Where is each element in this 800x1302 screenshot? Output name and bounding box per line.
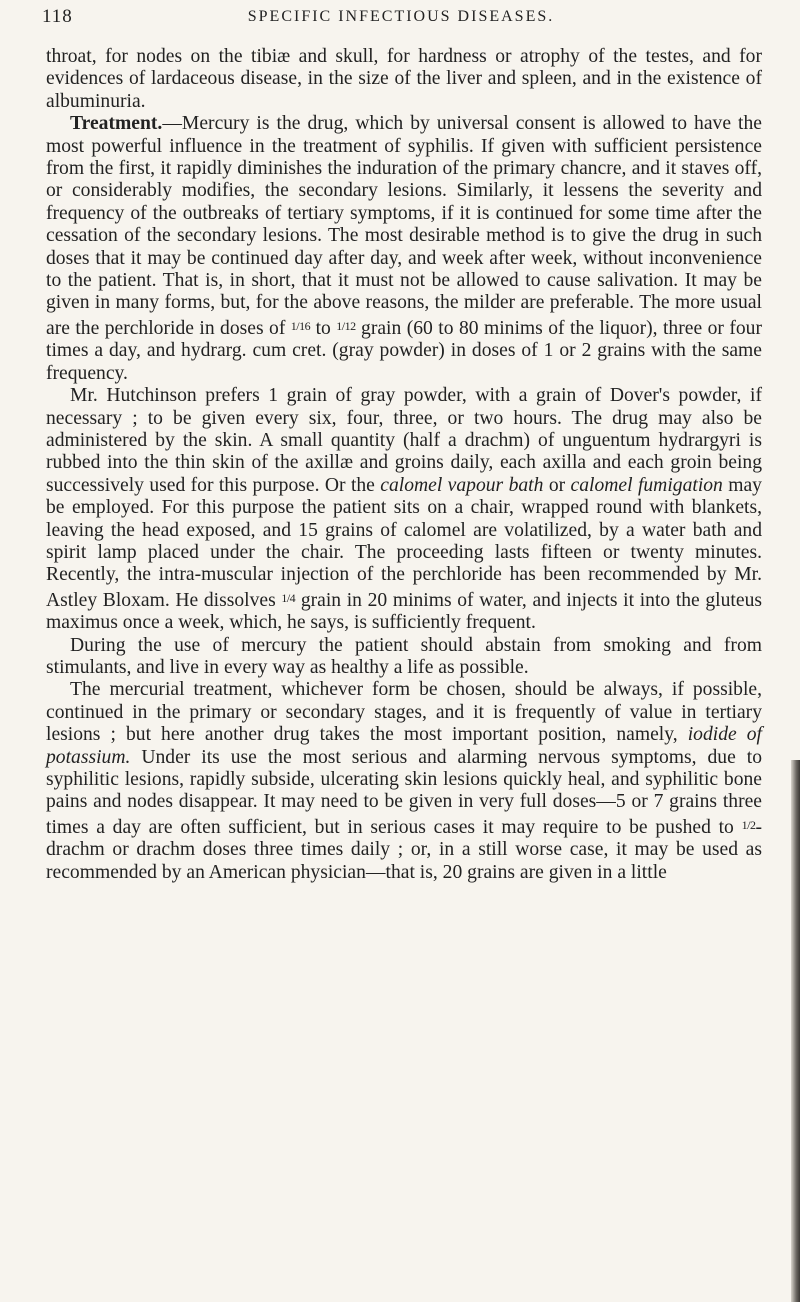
treatment-text-c: grain (60 to 80 minims of the liquor), three or four times a day, and hydrarg. cum cret. (gray powder) in doses of 1 or 2 grains with the same frequency. — [46, 317, 762, 384]
treatment-text-a: —Mercury is the drug, which by universal consent is allowed to have the most powerful influence in the treatment of syphilis. If given with sufficient persistence from the first, it rapidly diminishes the induration of the primary chancre, and it staves off, or considerably modifies, the secondary lesions. Similarly, it lessens the severity and frequency of the outbreaks of tertiary symptoms, if it is continued for some time after the cessation of the secondary lesions. The most desirable method is to give the drug in such doses that it may be continued day after day, and week after week, without inconvenience to the patient. That is, in short, that it must not be allowed to cause salivation. It may be given in many forms, but, for the above reasons, the milder are preferable. The more usual are the perchloride in doses of — [46, 113, 762, 339]
page-edge-shadow — [791, 760, 800, 1302]
fraction-quarter: 1/4 — [281, 590, 296, 605]
treatment-text-b: to — [315, 317, 331, 339]
hutchinson-text-d: grain in 20 minims of water, and injects it into the gluteus maximus once a week, which, he says, is sufficiently frequent. — [46, 589, 762, 634]
calomel-fumigation: calomel fumigation — [570, 474, 723, 496]
fraction-sixteenth: 1/16 — [290, 318, 311, 333]
paragraph-1 — [46, 46, 762, 113]
page-header — [42, 6, 760, 36]
calomel-vapour-bath: calomel vapour bath — [380, 474, 544, 496]
iodide-of-potassium: iodide of potassium. — [46, 724, 762, 768]
paragraph-abstain — [46, 635, 762, 680]
mercurial-text-c: -drachm or drachm doses three times daily ; or, in a still worse case, it may be used as recommended by an American physician—that is, 20 grains are given in a little — [46, 816, 762, 883]
running-head: SPECIFIC INFECTIOUS DISEASES. — [247, 8, 555, 25]
paragraph-treatment — [46, 113, 762, 385]
fraction-twelfth: 1/12 — [336, 318, 356, 333]
hutchinson-text-c: may be employed. For this purpose the patient sits on a chair, wrapped round with blankets, leaving the head exposed, and 15 grains of calomel are volatilized, by a water bath and spirit lamp placed under the chair. The proceeding lasts fifteen or twenty minutes. Recently, the intra-muscular injection of the perchloride has been recommended by Mr. Astley Bloxam. He dissolves — [46, 474, 762, 611]
hutchinson-text-b: or — [548, 474, 566, 496]
page-body — [46, 46, 762, 884]
mercurial-text-b: Under its use the most serious and alarming nervous symptoms, due to syphilitic lesions, rapidly subside, ulcerating skin lesions quickly heal, and syphilitic bone pains and nodes disappear. It may need to be given in very full doses—5 or 7 grains three times a day are often sufficient, but in serious cases it may require to be pushed to — [46, 746, 762, 838]
paragraph-1-text: throat, for nodes on the tibiæ and skull, for hardness or atrophy of the testes, and for evidences of lardaceous disease, in the size of the liver and spleen, and in the existence of albuminuria. — [46, 46, 762, 112]
fraction-half: 1/2 — [741, 817, 756, 832]
hutchinson-text-a: Mr. Hutchinson prefers 1 grain of gray powder, with a grain of Dover's powder, if necessary ; to be given every six, four, three, or two hours. The drug may also be administered by the skin. A small quantity (half a drachm) of unguentum hydrargyri is rubbed into the thin skin of the axillæ and groins daily, each axilla and each groin being successively used for this purpose. Or the — [46, 385, 762, 496]
mercurial-text-a: The mercurial treatment, whichever form be chosen, should be always, if possible, continued in the primary or secondary stages, and it is frequently of value in tertiary lesions ; but here another drug takes the most important position, namely, — [46, 679, 762, 746]
paragraph-mercurial — [46, 679, 762, 884]
abstain-text: During the use of mercury the patient should abstain from smoking and from stimulants, and live in every way as healthy a life as possible. — [46, 634, 762, 678]
treatment-heading: Treatment. — [70, 113, 163, 135]
page-number: 118 — [42, 6, 73, 27]
paragraph-hutchinson — [46, 385, 762, 634]
